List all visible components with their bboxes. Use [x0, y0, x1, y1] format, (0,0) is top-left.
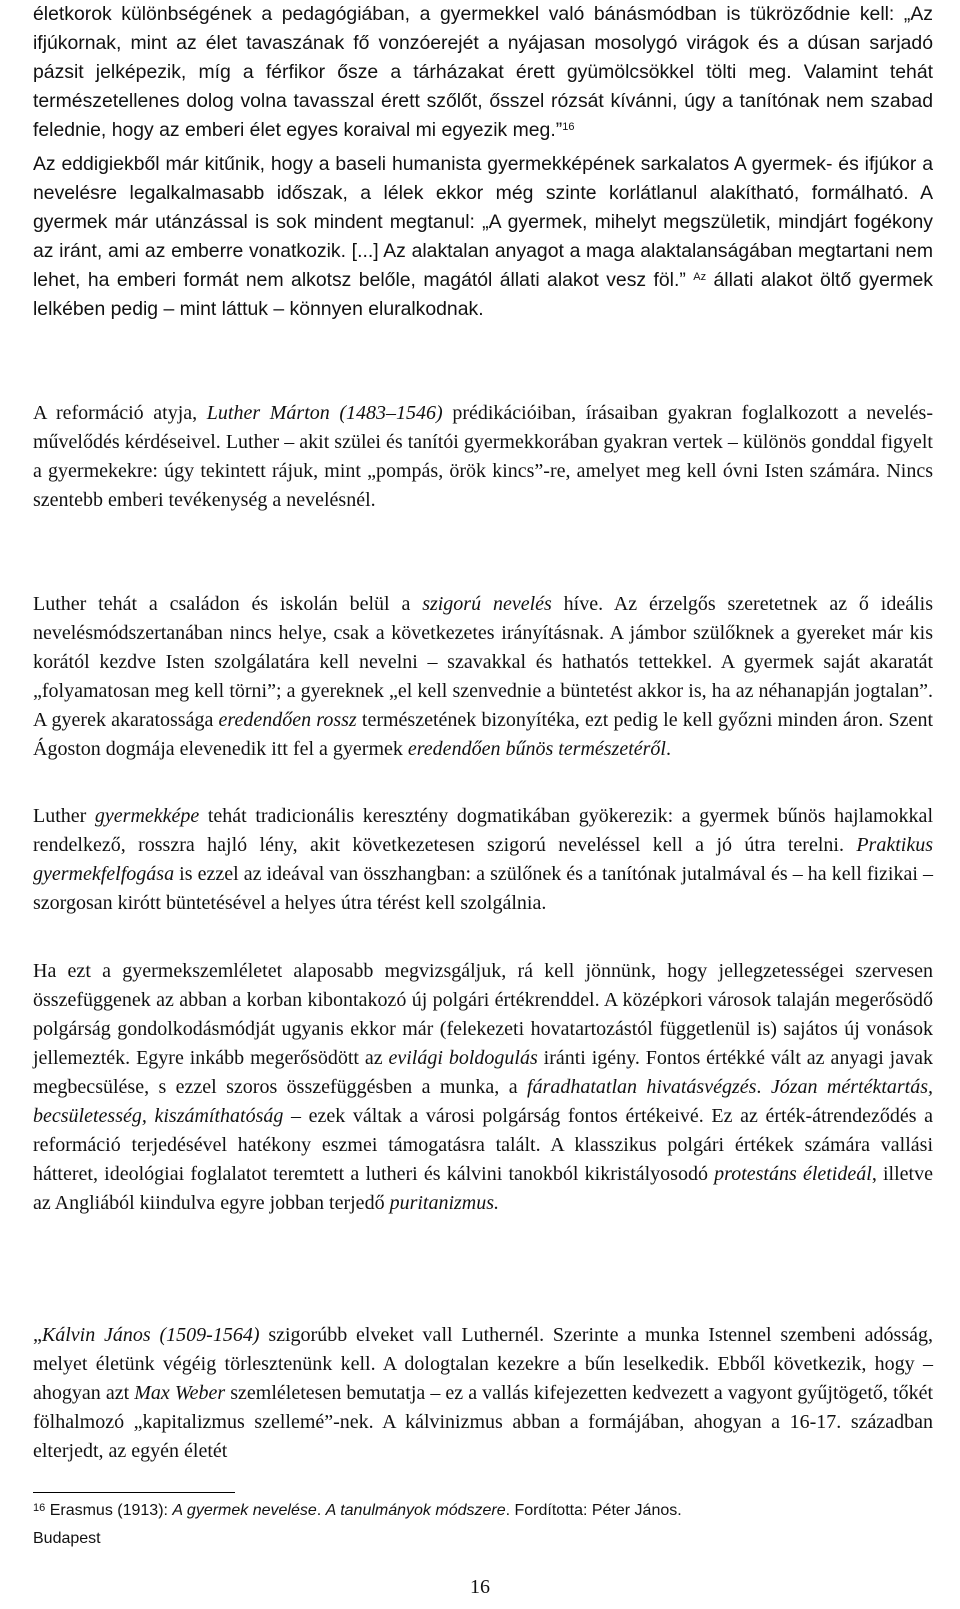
footnote-number: 16 [33, 1502, 46, 1514]
paragraph-text: szigorúbb elveket vall Luthernél. Szerinte a munka Istennel szembeni adósság, melyet életünk végéig törlesztenünk kell. A dologtalan kezekre a bűn leselkedik. Ebből következik, hogy – ahogyan azt [33, 1324, 933, 1404]
paragraph-text: Ha ezt a gyermekszemléletet alaposabb megvizsgáljuk, rá kell jönnünk, hogy jellegzetességei szervesen összefüggenek az abban a korban kibontakozó új polgári értékrenddel. A középkori városok talaján megerősödő polgárság gondolkodásmódját ugyanis ekkor már (felekezeti hovatartozástól függetlenül is) sajátos új vonások jellemezték. Egyre inkább megerősödött az [33, 960, 933, 1069]
emphasis-text: fáradhatatlan hivatásvégzés [527, 1076, 757, 1098]
footnote-divider [33, 1492, 235, 1493]
paragraph-text: Az eddigiekből már kitűnik, hogy a baseli humanista gyermekképének sarkalatos A gyermek- és ifjúkor a nevelésre legalkalmasabb időszak, a lélek ekkor még szinte korlátlanul alakítható, formálható. A gyermek már utánzással is sok mindent megtanul: „A gyermek, mihelyt megszületik, mindjárt fogékony az iránt, ami az emberre vonatkozik. [...] Az alaktalan anyagot a maga alaktalanságában megtartani nem lehet, ha emberi formát nem alkotsz belőle, magától állati alakot vesz föl.” [33, 153, 933, 291]
emphasis-text: eredendően rossz [218, 709, 357, 731]
emphasis-text: Luther Márton (1483–1546) [206, 402, 443, 424]
emphasis-text: Kálvin János (1509-1564) [41, 1324, 260, 1346]
paragraph-strict-upbringing [33, 590, 933, 764]
paragraph-text: „ [33, 1324, 42, 1346]
emphasis-text: eredendően bűnös természetéről [407, 738, 666, 760]
paragraph-text: , illetve az Angliából kiindulva egyre jobban terjedő [33, 1163, 933, 1214]
paragraph-text: életkorok különbségének a pedagógiában, a gyermekkel való bánásmódban is tükröződnie kell: „Az ifjúkornak, mint az élet tavaszának fő vonzóerejét a nyájasan mosolygó virágok és a dúsan sarjadó pázsit jelképezik, míg a férfikor ősze a tárházakat érett gyümölcsökkel tölti meg. Valamint tehát természetellenes dolog volna tavasszal érett szőlőt, ősszel rózsát kívánni, úgy a tanítónak nem szabad felednie, hogy az emberi élet egyes koraival mi egyezik meg.” [33, 3, 933, 141]
emphasis-text: puritanizmus. [389, 1192, 500, 1214]
paragraph-erasmus-childhood [33, 150, 933, 324]
emphasis-text: gyermekképe [94, 805, 200, 827]
paragraph-text: iránti igény. Fontos értékké vált az anyagi javak megbecsülése, s ezzel szoros összefüggésben a munka, a [33, 1047, 933, 1098]
footnote-line [33, 1497, 933, 1525]
footnote-reference: 16 [562, 121, 575, 133]
paragraph-text: – ezek váltak a városi polgárság fontos értékeivé. Ez az érték-átrendeződés a reformáció terjedésével hatékony eszmei támogatásra talált. A klasszikus polgári értékek számára vallási hátteret, ideológiai foglalatot teremtett a lutheri és kálvini tanokból kikristályosodó [33, 1105, 934, 1185]
footnote-line: Budapest [33, 1530, 101, 1547]
emphasis-text: evilági boldogulás [388, 1047, 538, 1069]
paragraph-text: . [756, 1076, 771, 1098]
emphasis-text: Max Weber [134, 1382, 226, 1404]
footnote-emphasis: A gyermek nevelése [172, 1502, 317, 1519]
paragraph-child-image [33, 802, 933, 918]
footnote [33, 1497, 933, 1553]
paragraph-text: tehát tradicionális keresztény dogmatikában gyökerezik: a gyermek bűnös hajlamokkal rendelkező, rosszra hajló lény, akit következetesen szigorú neveléssel kell a jó útra terelni. [33, 805, 933, 856]
superscript-az: Az [693, 271, 707, 283]
paragraph-calvin [33, 1321, 933, 1466]
paragraph-text: állati alakot öltő gyermek lelkében pedig – mint láttuk – könnyen eluralkodnak. [33, 269, 933, 320]
emphasis-text: szigorú nevelés [422, 593, 552, 615]
page-number: 16 [470, 1576, 490, 1598]
footnote-text: . [316, 1502, 326, 1519]
paragraph-text: szemléletesen bemutatja – ez a vallás kifejezetten kedvezett a vagyont gyűjtögető, tőkét fölhalmozó „kapitalizmus szellemé”-nek. A kálvinizmus abban a formájában, ahogyan a 16-17. században elterjedt, az egyén életét [33, 1382, 933, 1462]
paragraph-text: A reformáció atyja, [33, 402, 207, 424]
paragraph-luther-intro [33, 399, 933, 515]
paragraph-text: természetének bizonyítéka, ezt pedig le kell győzni minden áron. Szent Ágoston dogmája elevenedik itt fel a gyermek [33, 709, 933, 760]
paragraph-bourgeois-values [33, 957, 933, 1218]
footnote-text: Erasmus (1913): [45, 1502, 173, 1519]
paragraph-text: híve. Az érzelgős szeretetnek az ő ideális nevelésmódszertanában nincs helye, csak a következetes irányításnak. A jámbor szülőknek a gyereket már kis korától kezdve Isten szolgálatára kell nevelni – szavakkal és hathatós tettekkel. A gyermek saját akaratát „folyamatosan meg kell törni”; a gyereknek „el kell szenvednie a büntetést akkor is, ha az néhanapján jogtalan”. A gyerek akaratossága [33, 593, 933, 731]
paragraph-erasmus-quote [33, 0, 933, 145]
emphasis-text: Praktikus gyermekfelfogása [33, 834, 933, 885]
emphasis-text: protestáns életideál [714, 1163, 872, 1185]
paragraph-text: is ezzel az ideával van összhangban: a szülőnek és a tanítónak jutalmával és – ha kell fizikai – szorgosan kirótt büntetésével a helyes útra térést kell szolgálnia. [33, 863, 933, 914]
footnote-emphasis: A tanulmányok módszere [325, 1502, 506, 1519]
footnote-text: . Fordította: Péter János. [505, 1502, 682, 1519]
emphasis-text: Józan mértéktartás, becsületesség, kiszámíthatóság [33, 1076, 934, 1127]
paragraph-text: . [665, 738, 671, 760]
paragraph-text: Luther tehát a családon és iskolán belül a [33, 593, 423, 615]
paragraph-text: prédikációiban, írásaiban gyakran foglalkozott a nevelés-művelődés kérdéseivel. Luther – akit szülei és tanítói gyermekkorában gyakran vertek – különös gonddal figyelt a gyermekekre: úgy tekintett rájuk, mint „pompás, örök kincs”-re, amelyet meg kell óvni Isten számára. Nincs szentebb emberi tevékenység a nevelésnél. [33, 402, 933, 511]
paragraph-text: Luther [33, 805, 95, 827]
